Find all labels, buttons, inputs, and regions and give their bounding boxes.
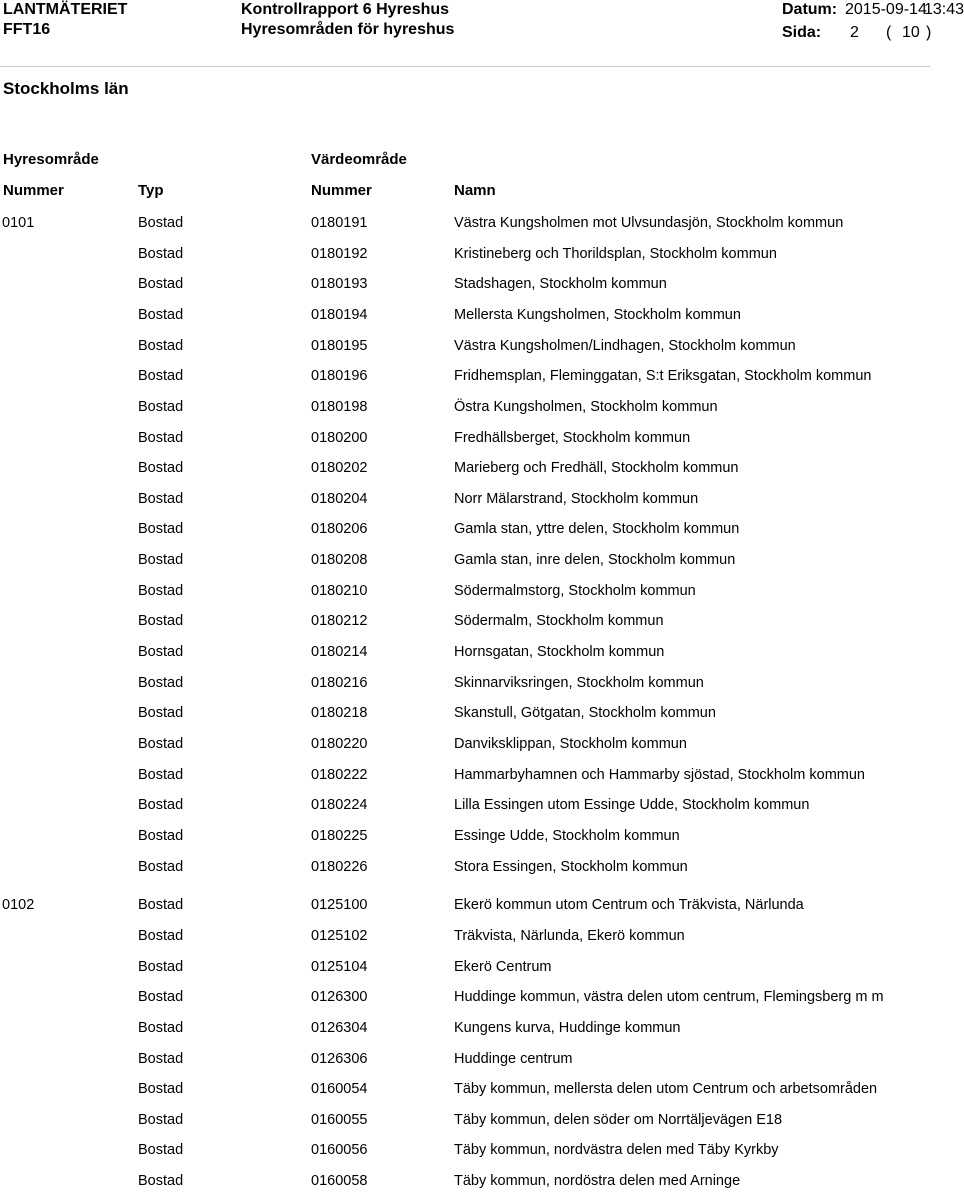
cell-type: Bostad — [138, 491, 184, 507]
table-row — [0, 925, 960, 947]
cell-name: Mellersta Kungsholmen, Stockholm kommun — [454, 307, 741, 323]
cell-type: Bostad — [138, 928, 184, 944]
table-row — [0, 894, 960, 916]
cell-type: Bostad — [138, 521, 184, 537]
cell-value-number: 0125104 — [311, 959, 368, 975]
cell-type: Bostad — [138, 1051, 184, 1067]
cell-name: Täby kommun, mellersta delen utom Centrum och arbetsområden — [454, 1081, 878, 1097]
cell-type: Bostad — [138, 460, 184, 476]
table-row — [0, 956, 960, 978]
cell-value-number: 0180226 — [311, 859, 368, 875]
cell-name: Skanstull, Götgatan, Stockholm kommun — [454, 705, 716, 721]
cell-name: Kristineberg och Thorildsplan, Stockholm kommun — [454, 246, 777, 262]
cell-value-number: 0160055 — [311, 1112, 368, 1128]
col-header-type: Typ — [138, 182, 164, 199]
cell-type: Bostad — [138, 552, 184, 568]
cell-name: Östra Kungsholmen, Stockholm kommun — [454, 399, 718, 415]
cell-name: Fredhällsberget, Stockholm kommun — [454, 430, 691, 446]
table-row — [0, 304, 960, 326]
cell-name: Södermalmstorg, Stockholm kommun — [454, 583, 696, 599]
table-row — [0, 396, 960, 418]
cell-type: Bostad — [138, 1081, 184, 1097]
cell-type: Bostad — [138, 797, 184, 813]
table-row — [0, 672, 960, 694]
cell-name: Huddinge centrum — [454, 1051, 573, 1067]
cell-type: Bostad — [138, 430, 184, 446]
cell-value-number: 0180198 — [311, 399, 368, 415]
cell-value-number: 0180218 — [311, 705, 368, 721]
group-header-area: Hyresområde — [3, 151, 99, 168]
group-header-value: Värdeområde — [311, 151, 407, 168]
cell-type: Bostad — [138, 368, 184, 384]
table-row — [0, 1048, 960, 1070]
header-divider — [0, 66, 930, 67]
cell-name: Huddinge kommun, västra delen utom centrum, Flemingsberg m m — [454, 989, 884, 1005]
date-value: 2015-09-14 — [845, 1, 927, 18]
cell-name: Norr Mälarstrand, Stockholm kommun — [454, 491, 699, 507]
table-row — [0, 1078, 960, 1100]
table-row — [0, 856, 960, 878]
cell-name: Träkvista, Närlunda, Ekerö kommun — [454, 928, 685, 944]
page-total: 10 — [902, 24, 920, 41]
cell-value-number: 0180216 — [311, 675, 368, 691]
cell-type: Bostad — [138, 1142, 184, 1158]
cell-type: Bostad — [138, 276, 184, 292]
org-name: LANTMÄTERIET — [3, 1, 128, 18]
cell-name: Täby kommun, delen söder om Norrtäljevägen E18 — [454, 1112, 783, 1128]
date-label: Datum: — [782, 1, 838, 18]
cell-name: Ekerö kommun utom Centrum och Träkvista, Närlunda — [454, 897, 804, 913]
table-row — [0, 365, 960, 387]
cell-value-number: 0126300 — [311, 989, 368, 1005]
cell-value-number: 0126306 — [311, 1051, 368, 1067]
cell-type: Bostad — [138, 705, 184, 721]
cell-name: Skinnarviksringen, Stockholm kommun — [454, 675, 704, 691]
page-paren-open: ( — [886, 24, 892, 41]
table-row — [0, 273, 960, 295]
cell-name: Täby kommun, nordöstra delen med Arninge — [454, 1173, 741, 1189]
cell-value-number: 0180194 — [311, 307, 368, 323]
table-row — [0, 764, 960, 786]
table-row — [0, 457, 960, 479]
page-label: Sida: — [782, 24, 822, 41]
cell-value-number: 0180204 — [311, 491, 368, 507]
cell-value-number: 0180200 — [311, 430, 368, 446]
page-paren-close: ) — [926, 24, 932, 41]
cell-type: Bostad — [138, 399, 184, 415]
cell-value-number: 0180214 — [311, 644, 368, 660]
cell-type: Bostad — [138, 1173, 184, 1189]
table-row — [0, 986, 960, 1008]
col-header-area-number: Nummer — [3, 182, 64, 199]
cell-value-number: 0180195 — [311, 338, 368, 354]
cell-type: Bostad — [138, 1112, 184, 1128]
cell-value-number: 0180191 — [311, 215, 368, 231]
table-row — [0, 427, 960, 449]
table-row — [0, 733, 960, 755]
table-row — [0, 1170, 960, 1192]
cell-value-number: 0125100 — [311, 897, 368, 913]
cell-name: Essinge Udde, Stockholm kommun — [454, 828, 680, 844]
col-header-value-number: Nummer — [311, 182, 372, 199]
cell-value-number: 0126304 — [311, 1020, 368, 1036]
table-row — [0, 1139, 960, 1161]
report-title: Kontrollrapport 6 Hyreshus — [241, 1, 450, 18]
cell-value-number: 0180212 — [311, 613, 368, 629]
table-row — [0, 549, 960, 571]
cell-value-number: 0125102 — [311, 928, 368, 944]
cell-type: Bostad — [138, 989, 184, 1005]
cell-value-number: 0180193 — [311, 276, 368, 292]
cell-type: Bostad — [138, 1020, 184, 1036]
table-row — [0, 335, 960, 357]
time-value: 13:43 — [924, 1, 964, 18]
cell-value-number: 0180222 — [311, 767, 368, 783]
table-row — [0, 243, 960, 265]
cell-type: Bostad — [138, 613, 184, 629]
cell-type: Bostad — [138, 338, 184, 354]
cell-area-number: 0102 — [2, 897, 35, 913]
cell-value-number: 0180210 — [311, 583, 368, 599]
cell-value-number: 0180225 — [311, 828, 368, 844]
cell-value-number: 0180208 — [311, 552, 368, 568]
cell-value-number: 0180224 — [311, 797, 368, 813]
cell-name: Lilla Essingen utom Essinge Udde, Stockholm kommun — [454, 797, 810, 813]
cell-value-number: 0160054 — [311, 1081, 368, 1097]
cell-type: Bostad — [138, 215, 184, 231]
cell-type: Bostad — [138, 897, 184, 913]
cell-value-number: 0180196 — [311, 368, 368, 384]
cell-type: Bostad — [138, 959, 184, 975]
region-title: Stockholms län — [3, 79, 129, 98]
cell-value-number: 0180202 — [311, 460, 368, 476]
page-number: 2 — [850, 24, 859, 41]
table-row — [0, 580, 960, 602]
cell-name: Hornsgatan, Stockholm kommun — [454, 644, 665, 660]
cell-name: Gamla stan, inre delen, Stockholm kommun — [454, 552, 736, 568]
cell-name: Västra Kungsholmen/Lindhagen, Stockholm kommun — [454, 338, 796, 354]
cell-value-number: 0180220 — [311, 736, 368, 752]
cell-name: Marieberg och Fredhäll, Stockholm kommun — [454, 460, 739, 476]
cell-value-number: 0160058 — [311, 1173, 368, 1189]
cell-name: Ekerö Centrum — [454, 959, 552, 975]
table-row — [0, 702, 960, 724]
cell-type: Bostad — [138, 675, 184, 691]
cell-name: Täby kommun, nordvästra delen med Täby Kyrkby — [454, 1142, 779, 1158]
table-row — [0, 1017, 960, 1039]
cell-type: Bostad — [138, 644, 184, 660]
table-row — [0, 488, 960, 510]
cell-value-number: 0180192 — [311, 246, 368, 262]
cell-name: Fridhemsplan, Fleminggatan, S:t Eriksgatan, Stockholm kommun — [454, 368, 872, 384]
cell-name: Gamla stan, yttre delen, Stockholm kommun — [454, 521, 740, 537]
report-code: FFT16 — [3, 21, 51, 38]
cell-name: Danviksklippan, Stockholm kommun — [454, 736, 687, 752]
table-row — [0, 794, 960, 816]
table-row — [0, 518, 960, 540]
table-row — [0, 825, 960, 847]
cell-type: Bostad — [138, 583, 184, 599]
cell-type: Bostad — [138, 307, 184, 323]
cell-type: Bostad — [138, 246, 184, 262]
cell-name: Stadshagen, Stockholm kommun — [454, 276, 667, 292]
cell-value-number: 0160056 — [311, 1142, 368, 1158]
cell-type: Bostad — [138, 859, 184, 875]
cell-type: Bostad — [138, 767, 184, 783]
cell-type: Bostad — [138, 736, 184, 752]
table-row — [0, 1109, 960, 1131]
cell-name: Stora Essingen, Stockholm kommun — [454, 859, 688, 875]
cell-name: Västra Kungsholmen mot Ulvsundasjön, Stockholm kommun — [454, 215, 844, 231]
cell-name: Södermalm, Stockholm kommun — [454, 613, 664, 629]
report-subtitle: Hyresområden för hyreshus — [241, 21, 455, 38]
table-row — [0, 212, 960, 234]
col-header-name: Namn — [454, 182, 496, 199]
cell-name: Hammarbyhamnen och Hammarby sjöstad, Stockholm kommun — [454, 767, 865, 783]
cell-area-number: 0101 — [2, 215, 35, 231]
cell-value-number: 0180206 — [311, 521, 368, 537]
table-row — [0, 641, 960, 663]
cell-name: Kungens kurva, Huddinge kommun — [454, 1020, 681, 1036]
cell-type: Bostad — [138, 828, 184, 844]
table-row — [0, 610, 960, 632]
